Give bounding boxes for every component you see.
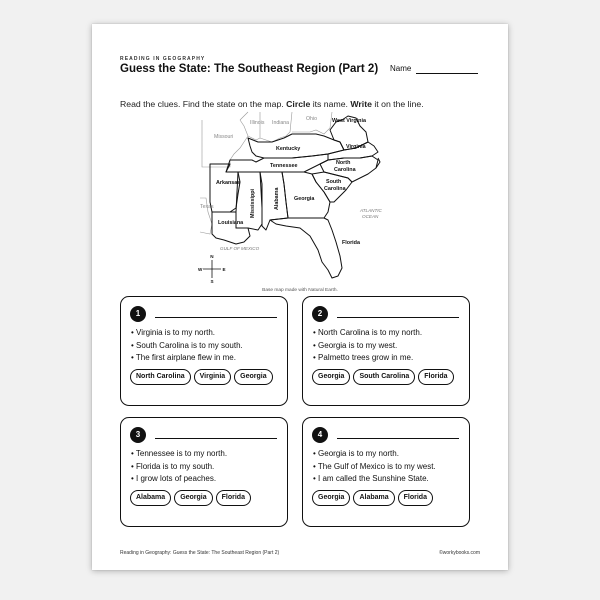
answer-line[interactable] [155, 438, 277, 439]
map-label-atlantic-2: OCEAN [362, 214, 379, 219]
clue-list [131, 448, 227, 486]
map-label-south-carolina-2: Carolina [324, 186, 346, 192]
instructions-write: Write [350, 99, 372, 109]
card-number: 2 [312, 306, 328, 322]
choice-option[interactable]: Florida [418, 369, 453, 385]
clue-card-1 [120, 296, 288, 406]
map-label-gulf: GULF OF MEXICO [220, 246, 260, 251]
map-label-texas: Texas [200, 204, 214, 210]
map-label-south-carolina-1: South [326, 179, 342, 185]
compass-w: W [198, 267, 203, 272]
series-label: READING IN GEOGRAPHY [120, 56, 206, 62]
choice-group [130, 486, 286, 511]
instructions-text-1: Read the clues. Find the state on the map. [120, 99, 287, 109]
instructions-text-2: its name. [310, 99, 351, 109]
clue-card-4 [302, 417, 470, 527]
clue-item: • The first airplane flew in me. [131, 352, 243, 365]
choice-option[interactable]: Virginia [194, 369, 232, 385]
map-label-north-carolina-2: Carolina [334, 167, 356, 173]
clue-item: • Georgia is to my west. [313, 340, 422, 353]
instructions [120, 99, 424, 109]
card-number: 3 [130, 427, 146, 443]
neighbor-borders [200, 112, 332, 234]
clue-item: • Georgia is to my north. [313, 448, 436, 461]
choice-option[interactable]: Georgia [312, 369, 350, 385]
choice-option[interactable]: Florida [216, 490, 251, 506]
clue-item: • I am called the Sunshine State. [313, 473, 436, 486]
choice-option[interactable]: Georgia [234, 369, 272, 385]
compass-e: E [222, 267, 226, 272]
choice-group [312, 486, 468, 511]
southeast-map [200, 112, 412, 288]
choice-group [312, 365, 468, 390]
choice-option[interactable]: Florida [398, 490, 433, 506]
clue-list [131, 327, 243, 365]
answer-line[interactable] [155, 317, 277, 318]
clue-card-2 [302, 296, 470, 406]
map-label-north-carolina-1: North [336, 160, 351, 166]
worksheet-page [92, 24, 508, 570]
name-label: Name [390, 64, 412, 73]
compass-s: S [210, 279, 214, 284]
clue-list [313, 448, 436, 486]
map-label-virginia: Virginia [346, 144, 366, 150]
map-label-louisiana: Louisiana [218, 220, 244, 226]
clue-list [313, 327, 422, 365]
choice-group [130, 365, 286, 390]
choice-option[interactable]: Alabama [130, 490, 171, 506]
choice-option[interactable]: Georgia [174, 490, 212, 506]
map-label-west-virginia: West Virginia [332, 118, 366, 124]
choice-option[interactable]: North Carolina [130, 369, 191, 385]
map-label-kentucky: Kentucky [276, 146, 301, 152]
answer-line[interactable] [337, 317, 459, 318]
answer-line[interactable] [337, 438, 459, 439]
name-line[interactable] [416, 73, 478, 74]
map-label-indiana: Indiana [272, 120, 290, 126]
map-label-missouri: Missouri [214, 134, 234, 140]
clue-item: • Florida is to my south. [131, 461, 227, 474]
map-label-tennessee: Tennessee [270, 163, 298, 169]
map-label-mississippi: Mississippi [250, 188, 256, 218]
compass-rose [198, 254, 226, 284]
map-credit: Base map made with Natural Earth. [262, 288, 338, 293]
clue-card-3 [120, 417, 288, 527]
page-title: Guess the State: The Southeast Region (Part 2) [120, 63, 379, 75]
clue-item: • North Carolina is to my north. [313, 327, 422, 340]
map-label-florida: Florida [342, 240, 360, 246]
clue-item: • The Gulf of Mexico is to my west. [313, 461, 436, 474]
footer-title: Reading in Geography: Guess the State: The Southeast Region (Part 2) [120, 550, 280, 556]
map-label-arkansas: Arkansas [216, 180, 241, 186]
clue-item: • Tennessee is to my north. [131, 448, 227, 461]
card-number: 1 [130, 306, 146, 322]
map-label-illinois: Illinois [250, 120, 265, 126]
choice-option[interactable]: Georgia [312, 490, 350, 506]
clue-item: • I grow lots of peaches. [131, 473, 227, 486]
map-label-georgia: Georgia [294, 196, 315, 202]
map-label-ohio: Ohio [306, 116, 317, 122]
footer-copyright: ©workybooks.com [439, 550, 480, 556]
clue-item: • Palmetto trees grow in me. [313, 352, 422, 365]
instructions-text-3: it on the line. [371, 99, 424, 109]
map-label-atlantic-1: ATLANTIC [360, 208, 382, 213]
clue-item: • South Carolina is to my south. [131, 340, 243, 353]
instructions-circle: Circle [286, 99, 311, 109]
compass-n: N [210, 254, 214, 259]
map-label-alabama: Alabama [274, 187, 280, 210]
choice-option[interactable]: Alabama [353, 490, 394, 506]
clue-item: • Virginia is to my north. [131, 327, 243, 340]
choice-option[interactable]: South Carolina [353, 369, 415, 385]
card-number: 4 [312, 427, 328, 443]
